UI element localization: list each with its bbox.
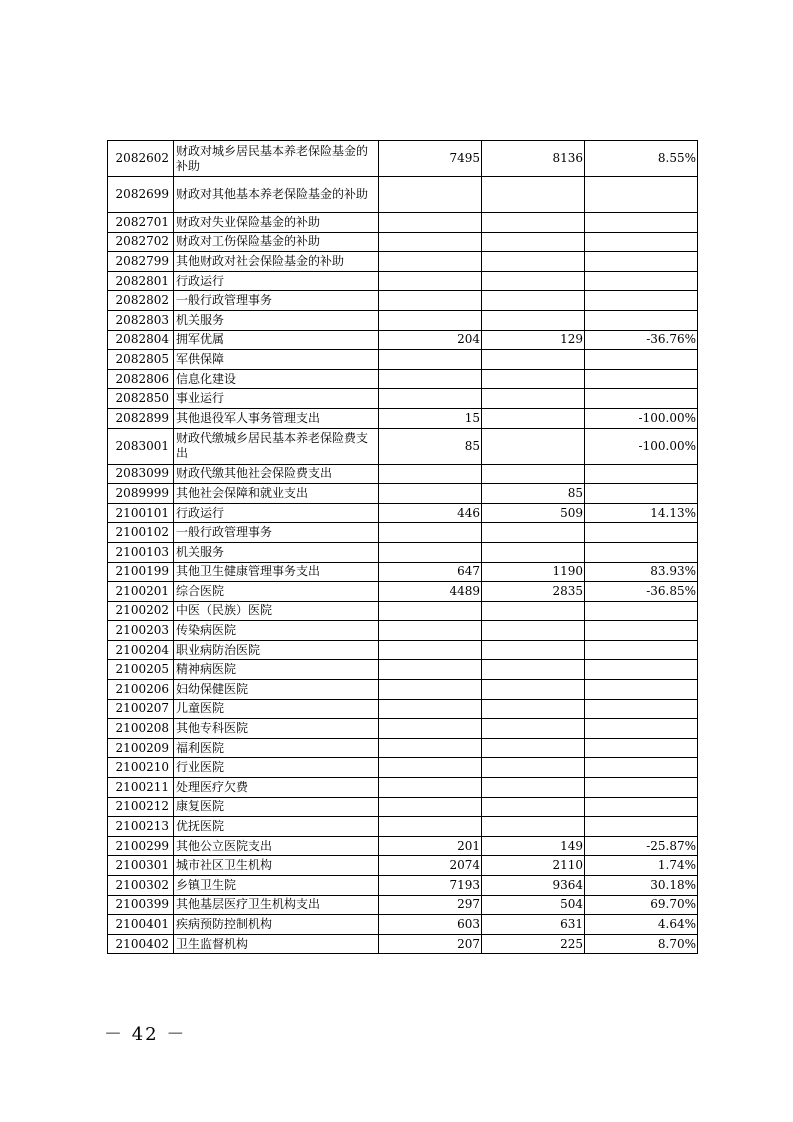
table-row bbox=[108, 836, 698, 856]
value-2023-cell bbox=[482, 252, 585, 272]
table-row bbox=[108, 680, 698, 700]
code-cell: 2082799 bbox=[108, 252, 174, 272]
value-2022-cell bbox=[379, 660, 482, 680]
change-percent-cell bbox=[585, 369, 698, 389]
table-row bbox=[108, 640, 698, 660]
code-cell: 2100201 bbox=[108, 582, 174, 602]
change-percent-cell bbox=[585, 601, 698, 621]
table-row bbox=[108, 738, 698, 758]
table-row bbox=[108, 778, 698, 798]
table-row bbox=[108, 464, 698, 484]
table-row bbox=[108, 389, 698, 409]
table-row bbox=[108, 699, 698, 719]
table-row bbox=[108, 213, 698, 233]
code-cell: 2082899 bbox=[108, 408, 174, 428]
value-2023-cell bbox=[482, 408, 585, 428]
value-2023-cell bbox=[482, 601, 585, 621]
value-2023-cell: 85 bbox=[482, 484, 585, 504]
change-percent-cell bbox=[585, 797, 698, 817]
value-2022-cell bbox=[379, 738, 482, 758]
value-2023-cell bbox=[482, 797, 585, 817]
table-row bbox=[108, 934, 698, 954]
value-2023-cell bbox=[482, 621, 585, 641]
value-2022-cell: 446 bbox=[379, 503, 482, 523]
value-2023-cell bbox=[482, 719, 585, 739]
code-cell: 2083099 bbox=[108, 464, 174, 484]
value-2023-cell: 2835 bbox=[482, 582, 585, 602]
code-cell: 2082701 bbox=[108, 213, 174, 233]
name-cell: 优抚医院 bbox=[174, 817, 379, 837]
change-percent-cell: 8.70% bbox=[585, 934, 698, 954]
change-percent-cell: 14.13% bbox=[585, 503, 698, 523]
name-cell: 福利医院 bbox=[174, 738, 379, 758]
value-2023-cell bbox=[482, 758, 585, 778]
value-2022-cell bbox=[379, 621, 482, 641]
change-percent-cell bbox=[585, 542, 698, 562]
name-cell: 其他社会保障和就业支出 bbox=[174, 484, 379, 504]
name-cell: 其他基层医疗卫生机构支出 bbox=[174, 895, 379, 915]
name-cell: 其他卫生健康管理事务支出 bbox=[174, 562, 379, 582]
name-cell: 拥军优属 bbox=[174, 330, 379, 350]
code-cell: 2100302 bbox=[108, 876, 174, 896]
change-percent-cell bbox=[585, 523, 698, 543]
value-2023-cell: 509 bbox=[482, 503, 585, 523]
name-cell: 儿童医院 bbox=[174, 699, 379, 719]
value-2023-cell bbox=[482, 271, 585, 291]
change-percent-cell: 1.74% bbox=[585, 856, 698, 876]
change-percent-cell bbox=[585, 310, 698, 330]
code-cell: 2082702 bbox=[108, 232, 174, 252]
name-cell: 其他专科医院 bbox=[174, 719, 379, 739]
value-2023-cell: 9364 bbox=[482, 876, 585, 896]
value-2023-cell: 225 bbox=[482, 934, 585, 954]
code-cell: 2082803 bbox=[108, 310, 174, 330]
value-2022-cell bbox=[379, 640, 482, 660]
change-percent-cell: -36.76% bbox=[585, 330, 698, 350]
name-cell: 精神病医院 bbox=[174, 660, 379, 680]
value-2023-cell bbox=[482, 542, 585, 562]
table-row bbox=[108, 232, 698, 252]
value-2023-cell: 2110 bbox=[482, 856, 585, 876]
code-cell: 2100301 bbox=[108, 856, 174, 876]
value-2023-cell bbox=[482, 778, 585, 798]
name-cell: 其他公立医院支出 bbox=[174, 836, 379, 856]
name-cell: 中医（民族）医院 bbox=[174, 601, 379, 621]
code-cell: 2100209 bbox=[108, 738, 174, 758]
name-cell: 财政代缴其他社会保险费支出 bbox=[174, 464, 379, 484]
code-cell: 2083001 bbox=[108, 428, 174, 464]
change-percent-cell bbox=[585, 738, 698, 758]
table-row bbox=[108, 330, 698, 350]
code-cell: 2100208 bbox=[108, 719, 174, 739]
value-2022-cell bbox=[379, 464, 482, 484]
code-cell: 2100199 bbox=[108, 562, 174, 582]
code-cell: 2100205 bbox=[108, 660, 174, 680]
code-cell: 2100213 bbox=[108, 817, 174, 837]
budget-table-container bbox=[107, 140, 697, 954]
table-row bbox=[108, 177, 698, 213]
name-cell: 财政代缴城乡居民基本养老保险费支出 bbox=[174, 428, 379, 464]
change-percent-cell: 83.93% bbox=[585, 562, 698, 582]
change-percent-cell bbox=[585, 778, 698, 798]
value-2022-cell bbox=[379, 719, 482, 739]
code-cell: 2100204 bbox=[108, 640, 174, 660]
change-percent-cell bbox=[585, 252, 698, 272]
name-cell: 一般行政管理事务 bbox=[174, 523, 379, 543]
code-cell: 2100399 bbox=[108, 895, 174, 915]
code-cell: 2082602 bbox=[108, 141, 174, 177]
code-cell: 2100211 bbox=[108, 778, 174, 798]
budget-table bbox=[107, 140, 698, 954]
change-percent-cell bbox=[585, 758, 698, 778]
value-2022-cell: 204 bbox=[379, 330, 482, 350]
code-cell: 2082802 bbox=[108, 291, 174, 311]
table-row bbox=[108, 503, 698, 523]
change-percent-cell bbox=[585, 719, 698, 739]
table-row bbox=[108, 719, 698, 739]
change-percent-cell bbox=[585, 271, 698, 291]
value-2022-cell: 7193 bbox=[379, 876, 482, 896]
table-row bbox=[108, 428, 698, 464]
change-percent-cell: 30.18% bbox=[585, 876, 698, 896]
name-cell: 处理医疗欠费 bbox=[174, 778, 379, 798]
value-2023-cell bbox=[482, 640, 585, 660]
change-percent-cell bbox=[585, 232, 698, 252]
table-row bbox=[108, 915, 698, 935]
change-percent-cell bbox=[585, 680, 698, 700]
name-cell: 事业运行 bbox=[174, 389, 379, 409]
code-cell: 2082699 bbox=[108, 177, 174, 213]
value-2022-cell bbox=[379, 778, 482, 798]
code-cell: 2082805 bbox=[108, 350, 174, 370]
code-cell: 2082801 bbox=[108, 271, 174, 291]
value-2023-cell bbox=[482, 680, 585, 700]
name-cell: 疾病预防控制机构 bbox=[174, 915, 379, 935]
code-cell: 2100103 bbox=[108, 542, 174, 562]
name-cell: 卫生监督机构 bbox=[174, 934, 379, 954]
value-2022-cell bbox=[379, 177, 482, 213]
name-cell: 军供保障 bbox=[174, 350, 379, 370]
name-cell: 机关服务 bbox=[174, 310, 379, 330]
table-row bbox=[108, 562, 698, 582]
table-row bbox=[108, 369, 698, 389]
change-percent-cell bbox=[585, 389, 698, 409]
value-2022-cell: 207 bbox=[379, 934, 482, 954]
table-row bbox=[108, 797, 698, 817]
value-2022-cell bbox=[379, 213, 482, 233]
code-cell: 2100401 bbox=[108, 915, 174, 935]
change-percent-cell bbox=[585, 640, 698, 660]
value-2023-cell: 1190 bbox=[482, 562, 585, 582]
code-cell: 2100212 bbox=[108, 797, 174, 817]
value-2023-cell bbox=[482, 389, 585, 409]
table-row bbox=[108, 542, 698, 562]
change-percent-cell: 4.64% bbox=[585, 915, 698, 935]
value-2023-cell bbox=[482, 177, 585, 213]
table-row bbox=[108, 895, 698, 915]
change-percent-cell bbox=[585, 464, 698, 484]
value-2022-cell bbox=[379, 350, 482, 370]
code-cell: 2089999 bbox=[108, 484, 174, 504]
code-cell: 2082850 bbox=[108, 389, 174, 409]
table-row bbox=[108, 271, 698, 291]
change-percent-cell bbox=[585, 660, 698, 680]
value-2023-cell bbox=[482, 523, 585, 543]
table-row bbox=[108, 408, 698, 428]
page-number: － 42 － bbox=[104, 1024, 187, 1045]
name-cell: 信息化建设 bbox=[174, 369, 379, 389]
table-row bbox=[108, 523, 698, 543]
value-2023-cell: 631 bbox=[482, 915, 585, 935]
change-percent-cell: 8.55% bbox=[585, 141, 698, 177]
value-2023-cell bbox=[482, 428, 585, 464]
name-cell: 行政运行 bbox=[174, 503, 379, 523]
value-2023-cell bbox=[482, 232, 585, 252]
value-2023-cell bbox=[482, 350, 585, 370]
name-cell: 财政对工伤保险基金的补助 bbox=[174, 232, 379, 252]
change-percent-cell bbox=[585, 621, 698, 641]
table-row bbox=[108, 484, 698, 504]
value-2022-cell bbox=[379, 817, 482, 837]
value-2022-cell: 297 bbox=[379, 895, 482, 915]
table-row bbox=[108, 758, 698, 778]
code-cell: 2100207 bbox=[108, 699, 174, 719]
value-2022-cell: 4489 bbox=[379, 582, 482, 602]
table-row bbox=[108, 621, 698, 641]
table-row bbox=[108, 856, 698, 876]
table-row bbox=[108, 660, 698, 680]
value-2023-cell: 8136 bbox=[482, 141, 585, 177]
value-2023-cell bbox=[482, 369, 585, 389]
name-cell: 妇幼保健医院 bbox=[174, 680, 379, 700]
change-percent-cell bbox=[585, 484, 698, 504]
table-row bbox=[108, 291, 698, 311]
change-percent-cell bbox=[585, 291, 698, 311]
value-2022-cell bbox=[379, 523, 482, 543]
change-percent-cell: -100.00% bbox=[585, 428, 698, 464]
code-cell: 2100101 bbox=[108, 503, 174, 523]
value-2022-cell bbox=[379, 369, 482, 389]
value-2022-cell bbox=[379, 252, 482, 272]
table-row bbox=[108, 350, 698, 370]
value-2022-cell: 2074 bbox=[379, 856, 482, 876]
value-2023-cell bbox=[482, 660, 585, 680]
change-percent-cell bbox=[585, 699, 698, 719]
name-cell: 财政对失业保险基金的补助 bbox=[174, 213, 379, 233]
value-2022-cell bbox=[379, 601, 482, 621]
table-row bbox=[108, 582, 698, 602]
value-2022-cell bbox=[379, 310, 482, 330]
value-2022-cell: 15 bbox=[379, 408, 482, 428]
value-2022-cell: 647 bbox=[379, 562, 482, 582]
value-2023-cell: 504 bbox=[482, 895, 585, 915]
code-cell: 2100206 bbox=[108, 680, 174, 700]
code-cell: 2082804 bbox=[108, 330, 174, 350]
value-2022-cell bbox=[379, 484, 482, 504]
value-2022-cell bbox=[379, 797, 482, 817]
value-2023-cell bbox=[482, 310, 585, 330]
value-2023-cell bbox=[482, 738, 585, 758]
value-2022-cell bbox=[379, 232, 482, 252]
value-2022-cell: 603 bbox=[379, 915, 482, 935]
value-2022-cell bbox=[379, 758, 482, 778]
value-2022-cell bbox=[379, 291, 482, 311]
value-2023-cell: 149 bbox=[482, 836, 585, 856]
change-percent-cell: 69.70% bbox=[585, 895, 698, 915]
value-2022-cell bbox=[379, 699, 482, 719]
table-row bbox=[108, 252, 698, 272]
code-cell: 2100402 bbox=[108, 934, 174, 954]
value-2023-cell bbox=[482, 817, 585, 837]
name-cell: 机关服务 bbox=[174, 542, 379, 562]
code-cell: 2100102 bbox=[108, 523, 174, 543]
table-body bbox=[108, 141, 698, 954]
name-cell: 行政运行 bbox=[174, 271, 379, 291]
name-cell: 综合医院 bbox=[174, 582, 379, 602]
name-cell: 乡镇卫生院 bbox=[174, 876, 379, 896]
change-percent-cell bbox=[585, 177, 698, 213]
value-2022-cell bbox=[379, 271, 482, 291]
change-percent-cell bbox=[585, 213, 698, 233]
code-cell: 2100203 bbox=[108, 621, 174, 641]
name-cell: 传染病医院 bbox=[174, 621, 379, 641]
value-2023-cell bbox=[482, 291, 585, 311]
name-cell: 行业医院 bbox=[174, 758, 379, 778]
change-percent-cell: -36.85% bbox=[585, 582, 698, 602]
name-cell: 康复医院 bbox=[174, 797, 379, 817]
code-cell: 2100210 bbox=[108, 758, 174, 778]
value-2022-cell: 85 bbox=[379, 428, 482, 464]
value-2023-cell bbox=[482, 464, 585, 484]
code-cell: 2100202 bbox=[108, 601, 174, 621]
value-2022-cell: 7495 bbox=[379, 141, 482, 177]
code-cell: 2082806 bbox=[108, 369, 174, 389]
change-percent-cell bbox=[585, 350, 698, 370]
value-2022-cell bbox=[379, 542, 482, 562]
change-percent-cell: -25.87% bbox=[585, 836, 698, 856]
value-2023-cell bbox=[482, 213, 585, 233]
table-row bbox=[108, 141, 698, 177]
value-2023-cell: 129 bbox=[482, 330, 585, 350]
value-2022-cell bbox=[379, 389, 482, 409]
name-cell: 财政对其他基本养老保险基金的补助 bbox=[174, 177, 379, 213]
name-cell: 财政对城乡居民基本养老保险基金的补助 bbox=[174, 141, 379, 177]
table-row bbox=[108, 817, 698, 837]
name-cell: 其他退役军人事务管理支出 bbox=[174, 408, 379, 428]
change-percent-cell bbox=[585, 817, 698, 837]
table-row bbox=[108, 310, 698, 330]
code-cell: 2100299 bbox=[108, 836, 174, 856]
value-2022-cell bbox=[379, 680, 482, 700]
name-cell: 城市社区卫生机构 bbox=[174, 856, 379, 876]
value-2023-cell bbox=[482, 699, 585, 719]
table-row bbox=[108, 601, 698, 621]
value-2022-cell: 201 bbox=[379, 836, 482, 856]
name-cell: 一般行政管理事务 bbox=[174, 291, 379, 311]
name-cell: 职业病防治医院 bbox=[174, 640, 379, 660]
name-cell: 其他财政对社会保险基金的补助 bbox=[174, 252, 379, 272]
table-row bbox=[108, 876, 698, 896]
change-percent-cell: -100.00% bbox=[585, 408, 698, 428]
